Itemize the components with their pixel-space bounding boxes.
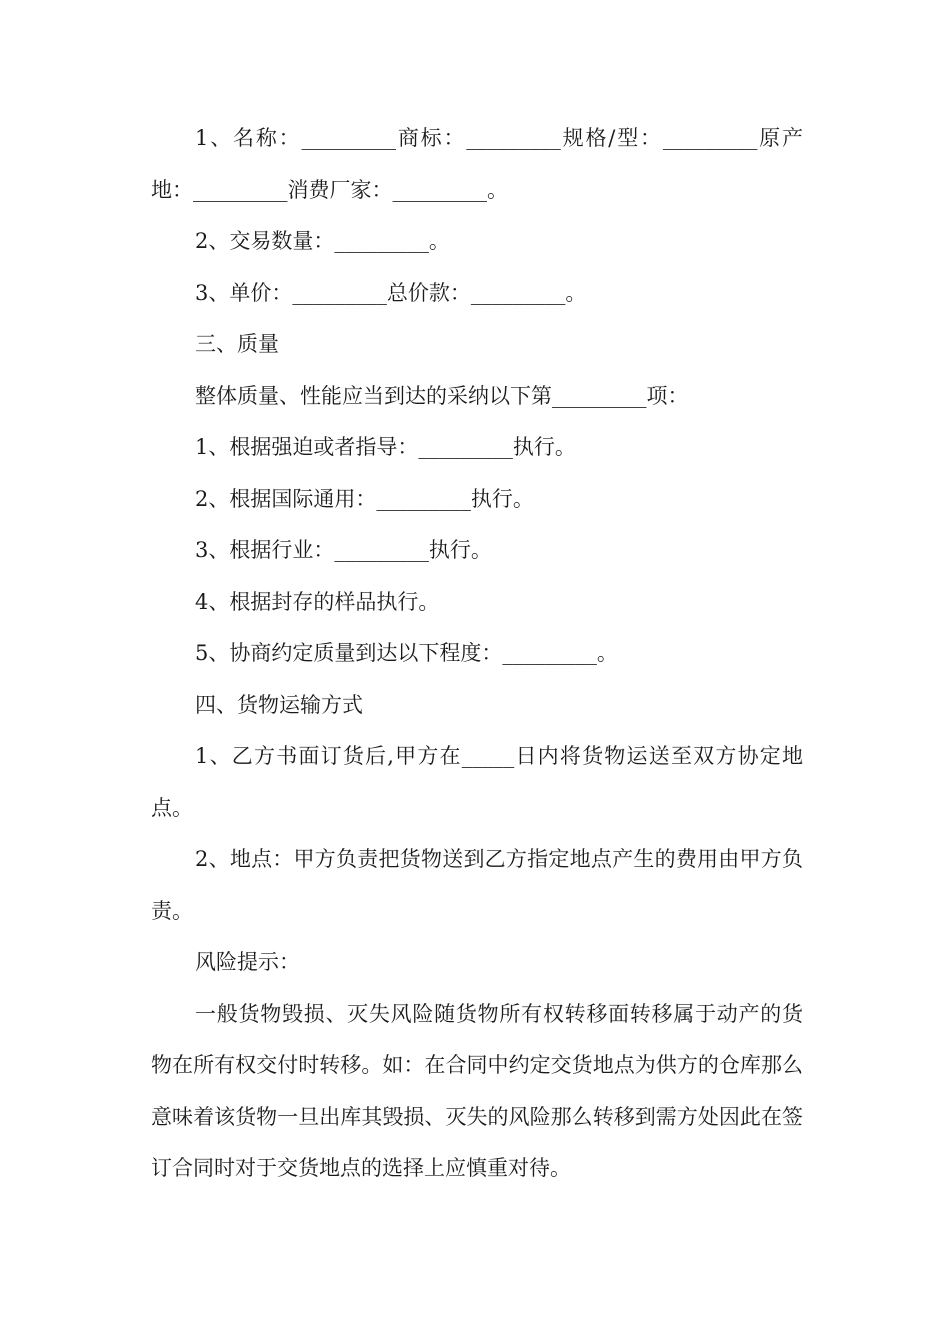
quality-item-1: 1、根据强迫或者指导：_________执行。 xyxy=(195,435,576,459)
risk-paragraph: 一般货物毁损、灭失风险随货物所有权转移面转移属于动产的货物在所有权交付时转移。如：在合同中约定交货地点为供方的仓库那么意味着该货物一旦出库其毁损、灭失的风险那么转移到需方处因此在签订合同时对于交货地点的选择上应慎重对待。 xyxy=(151,1001,803,1180)
quality-intro-paragraph: 整体质量、性能应当到达的采纳以下第_________项： xyxy=(195,383,689,408)
quantity-paragraph: 2、交易数量：_________。 xyxy=(195,229,450,253)
quality-item-3: 3、根据行业：_________执行。 xyxy=(195,538,492,562)
section-heading-quality: 三、质量 xyxy=(195,332,279,356)
quality-item-5: 5、协商约定质量到达以下程度：_________。 xyxy=(195,641,618,665)
quality-item-4: 4、根据封存的样品执行。 xyxy=(195,589,440,614)
product-info-paragraph: 1、名称：_________商标：_________规格/型：_________原产地：_________消费厂家：_________。 xyxy=(151,126,803,202)
price-paragraph: 3、单价：_________总价款：_________。 xyxy=(195,280,587,305)
quality-item-2: 2、根据国际通用：_________执行。 xyxy=(195,486,534,511)
risk-heading: 风险提示： xyxy=(195,950,300,974)
section-heading-transport: 四、货物运输方式 xyxy=(195,692,363,717)
transport-item-1: 1、乙方书面订货后,甲方在_____日内将货物运送至双方协定地点。 xyxy=(151,744,803,820)
transport-item-2: 2、地点：甲方负责把货物送到乙方指定地点产生的费用由甲方负责。 xyxy=(151,847,803,923)
document-body xyxy=(151,113,803,1195)
